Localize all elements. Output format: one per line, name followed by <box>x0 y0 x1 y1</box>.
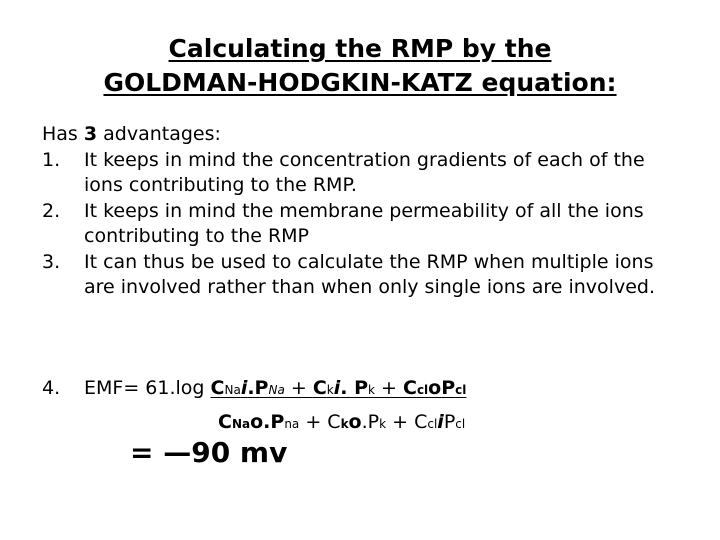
advantage-item <box>42 250 682 301</box>
advantage-text: It keeps in mind the membrane permeability of all the ions contributing to the RMP <box>84 199 644 247</box>
equation-result: = —90 mv <box>130 436 288 469</box>
equation-lhs: EMF= 61.log <box>84 377 211 399</box>
advantage-text: It keeps in mind the concentration gradients of each of the ions contributing to the RMP. <box>84 148 645 196</box>
intro-suffix: advantages: <box>97 123 221 145</box>
equation-numerator-line <box>84 376 466 402</box>
intro-count: 3 <box>83 123 98 145</box>
title-line-1: Calculating the RMP by the <box>168 34 552 63</box>
advantage-number: 1. <box>42 148 61 171</box>
slide-title <box>0 32 720 100</box>
advantage-text: It can thus be used to calculate the RMP when multiple ions are involved rather than when only single ions are involved. <box>84 250 655 298</box>
advantage-item <box>42 148 682 199</box>
advantage-item <box>42 199 682 250</box>
advantage-number: 3. <box>42 250 61 273</box>
title-line-2: GOLDMAN-HODGKIN-KATZ equation: <box>103 68 617 97</box>
advantage-number: 2. <box>42 199 61 222</box>
equation-numerator: CNai.PNa + Cki. Pk + CcloPcl <box>210 377 467 399</box>
intro-prefix: Has <box>42 123 84 145</box>
equation-number: 4. <box>42 377 61 399</box>
equation-denominator: CNao.Pna + Cko.Pk + CcliPcl <box>218 411 466 433</box>
intro-line <box>42 122 682 148</box>
body-text <box>42 122 682 301</box>
